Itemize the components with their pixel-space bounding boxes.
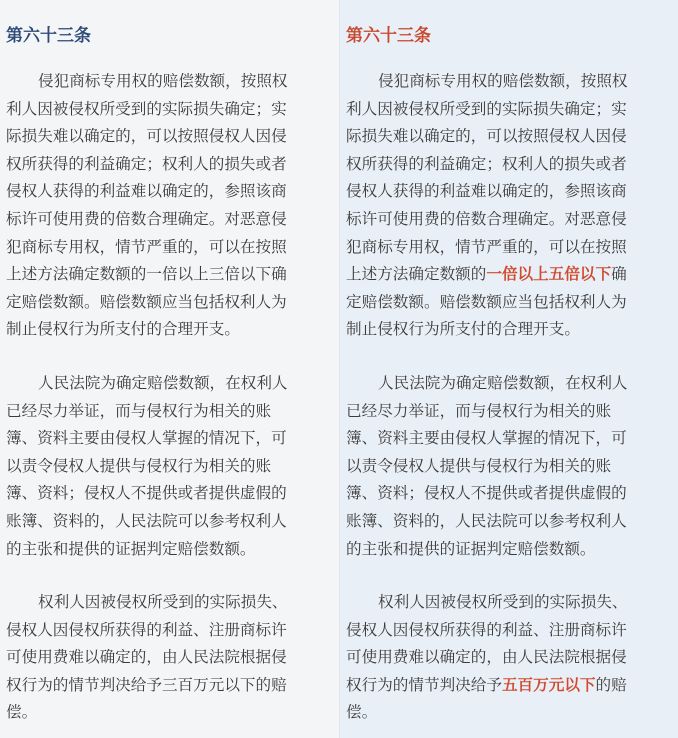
- text-line: 偿。: [346, 703, 378, 722]
- paragraph-old-1: [6, 68, 336, 344]
- text-line: 侵权人获得的利益难以确定的，参照该商: [346, 182, 627, 201]
- text-line: 标许可使用费的倍数合理确定。对恶意侵: [6, 209, 287, 228]
- text-line: 利人因被侵权所受到的实际损失确定；实: [346, 99, 627, 118]
- text-segment: 确: [611, 265, 627, 284]
- text-line: 簿、资料；侵权人不提供或者提供虚假的: [6, 484, 287, 503]
- text-line: 权行为的情节判决给予三百万元以下的赔: [6, 675, 287, 694]
- text-line: 可使用费难以确定的，由人民法院根据侵: [6, 648, 287, 667]
- text-line: 制止侵权行为所支付的合理开支。: [346, 320, 580, 339]
- text-line: 际损失难以确定的，可以按照侵权人因侵: [6, 127, 287, 146]
- text-line: 偿。: [6, 703, 38, 722]
- text-line: 权利人因被侵权所受到的实际损失、: [38, 593, 288, 612]
- text-line: 以责令侵权人提供与侵权行为相关的账: [6, 456, 272, 475]
- text-line: 侵犯商标专用权的赔偿数额，按照权: [38, 72, 288, 90]
- text-segment: 上述方法确定数额的: [346, 265, 487, 284]
- paragraph-old-3: [6, 589, 336, 727]
- text-line: 标许可使用费的倍数合理确定。对恶意侵: [346, 209, 627, 228]
- article-heading-new: 第六十三条: [346, 26, 431, 46]
- new-version-column: [340, 0, 678, 738]
- text-line: 账簿、资料的，人民法院可以参考权利人: [6, 511, 287, 530]
- text-line: 已经尽力举证，而与侵权行为相关的账: [346, 401, 612, 420]
- text-line: 制止侵权行为所支付的合理开支。: [6, 320, 240, 339]
- article-heading-old: 第六十三条: [6, 26, 91, 46]
- text-line: 利人因被侵权所受到的实际损失确定；实: [6, 99, 287, 118]
- text-line: 人民法院为确定赔偿数额，在权利人: [378, 373, 628, 392]
- text-line: 侵权人获得的利益难以确定的，参照该商: [6, 182, 287, 201]
- text-line: 权所获得的利益确定；权利人的损失或者: [346, 154, 627, 173]
- text-line: 簿、资料主要由侵权人掌握的情况下，可: [346, 429, 627, 448]
- text-line-with-highlight: [346, 261, 676, 289]
- text-line: 侵权人因侵权所获得的利益、注册商标许: [346, 620, 627, 639]
- text-line: 侵权人因侵权所获得的利益、注册商标许: [6, 620, 287, 639]
- text-segment: 的赔: [595, 675, 627, 694]
- paragraph-new-2: [346, 370, 676, 563]
- paragraph-new-1: [346, 68, 676, 344]
- text-line: 犯商标专用权，情节严重的，可以在按照: [6, 237, 287, 256]
- text-line-with-highlight: [346, 672, 676, 700]
- text-line: 账簿、资料的，人民法院可以参考权利人: [346, 511, 627, 530]
- text-line: 以责令侵权人提供与侵权行为相关的账: [346, 456, 612, 475]
- amended-multiplier-highlight: 一倍以上五倍以下: [486, 265, 612, 284]
- amended-cap-highlight: 五百万元以下: [501, 675, 596, 694]
- text-line: 权利人因被侵权所受到的实际损失、: [378, 593, 628, 612]
- text-line: 人民法院为确定赔偿数额，在权利人: [38, 373, 288, 392]
- text-line: 际损失难以确定的，可以按照侵权人因侵: [346, 127, 627, 146]
- text-line: 犯商标专用权，情节严重的，可以在按照: [346, 237, 627, 256]
- paragraph-old-2: [6, 370, 336, 563]
- text-line: 簿、资料；侵权人不提供或者提供虚假的: [346, 484, 627, 503]
- text-line: 定赔偿数额。赔偿数额应当包括权利人为: [346, 292, 627, 311]
- text-line: 定赔偿数额。赔偿数额应当包括权利人为: [6, 292, 287, 311]
- text-line: 已经尽力举证，而与侵权行为相关的账: [6, 401, 272, 420]
- text-line: 的主张和提供的证据判定赔偿数额。: [346, 539, 596, 558]
- text-line: 权所获得的利益确定；权利人的损失或者: [6, 154, 287, 173]
- text-line: 侵犯商标专用权的赔偿数额，按照权: [378, 72, 628, 90]
- text-line: 的主张和提供的证据判定赔偿数额。: [6, 539, 256, 558]
- text-line: 簿、资料主要由侵权人掌握的情况下，可: [6, 429, 287, 448]
- text-segment: 权行为的情节判决给予: [346, 675, 502, 694]
- text-line: 上述方法确定数额的一倍以上三倍以下确: [6, 265, 287, 284]
- paragraph-new-3: [346, 589, 676, 727]
- text-line: 可使用费难以确定的，由人民法院根据侵: [346, 648, 627, 667]
